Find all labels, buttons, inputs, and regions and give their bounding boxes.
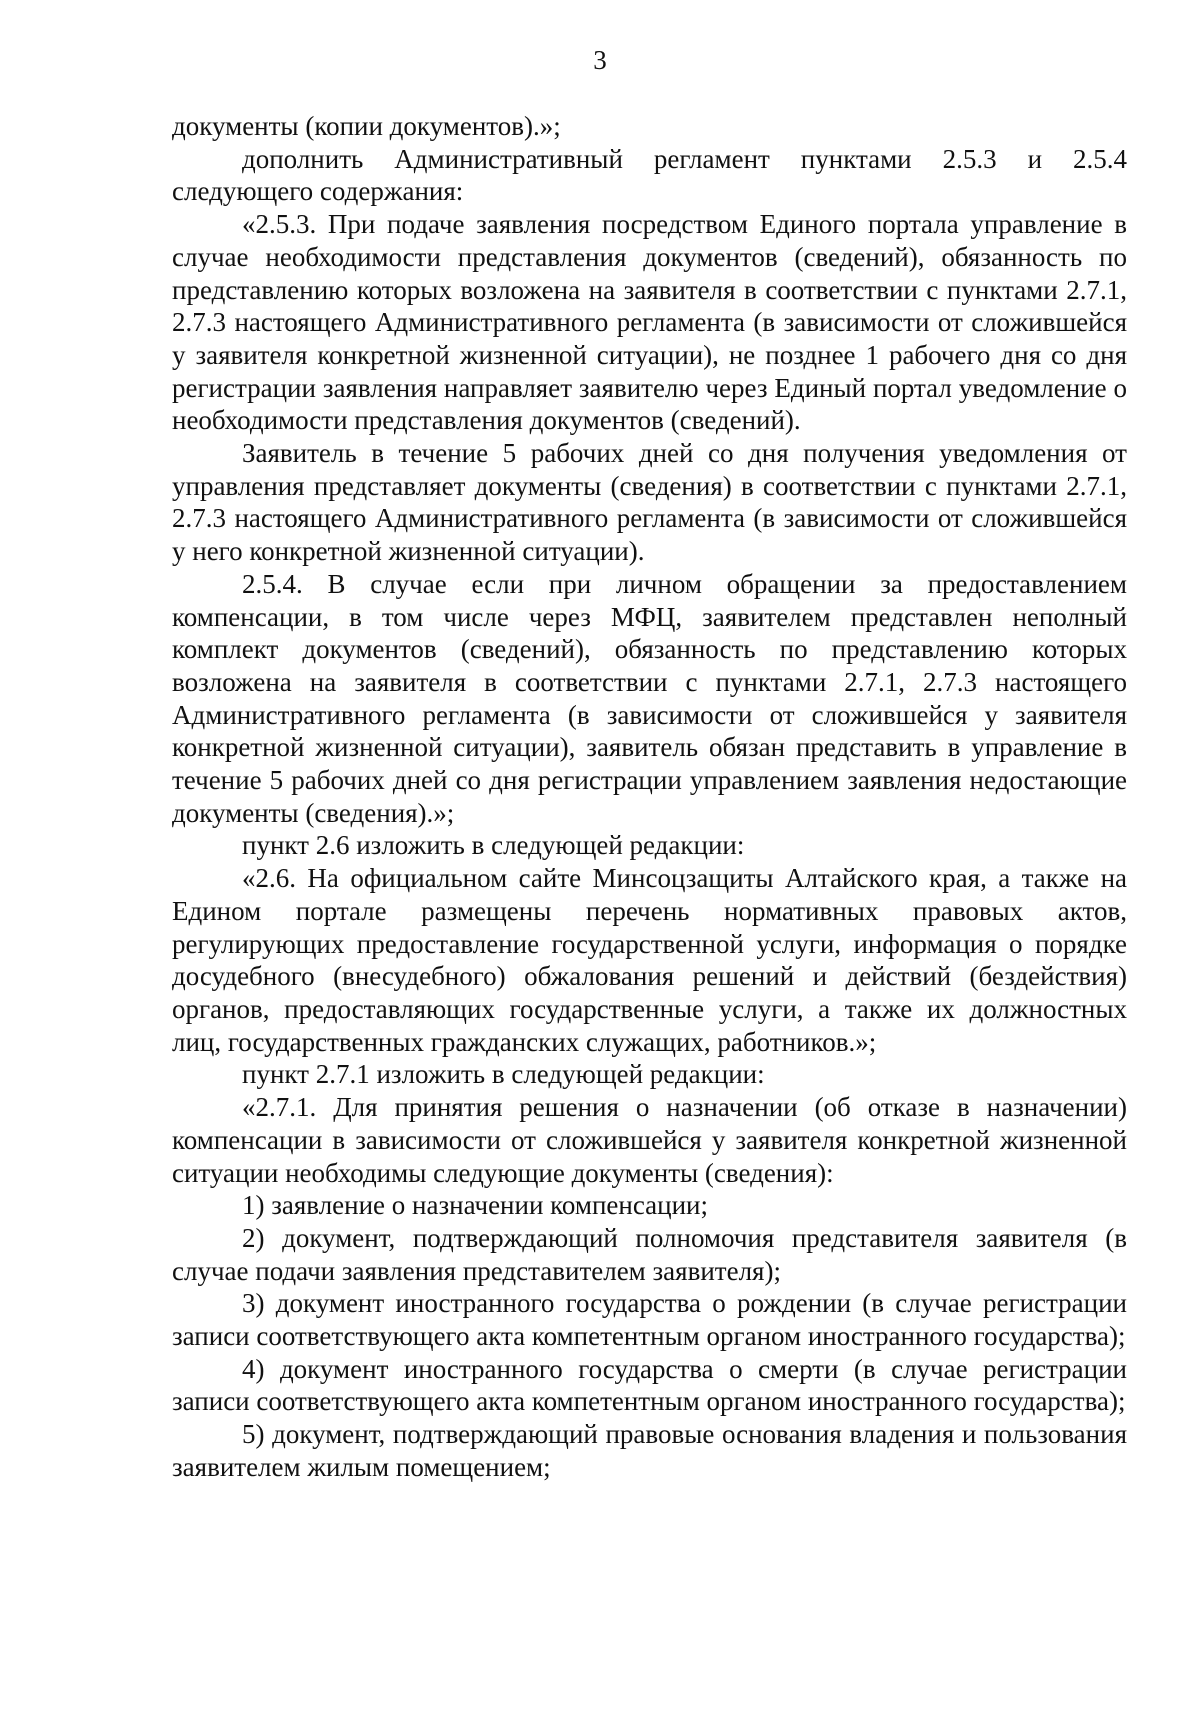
page-number: 3 [593, 45, 607, 75]
paragraph: пункт 2.7.1 изложить в следующей редакции: [242, 1059, 765, 1090]
paragraph: Заявитель в течение 5 рабочих дней со дня получения уведомления от управления представляет документы (сведения) в соответствии с пунктами 2.7.1, 2.7.3 настоящего Административного регламента (в зависимости от сложившейся у него конкретной жизненной ситуации). [172, 438, 1127, 567]
paragraph: пункт 2.6 изложить в следующей редакции: [242, 830, 745, 861]
list-item: 1) заявление о назначении компенсации; [242, 1190, 709, 1221]
paragraph: 2.5.4. В случае если при личном обращении за предоставлением компенсации, в том числе через МФЦ, заявителем представлен неполный комплект документов (сведений), обязанность по представлению которых возложена на заявителя в соответствии с пунктами 2.7.1, 2.7.3 настоящего Административного регламента (в зависимости от сложившейся у заявителя конкретной жизненной ситуации), заявитель обязан представить в управление в течение 5 рабочих дней со дня регистрации управлением заявления недостающие документы (сведения).»; [172, 568, 1127, 828]
list-item: 2) документ, подтверждающий полномочия представителя заявителя (в случае подачи заявления представителем заявителя); [172, 1222, 1127, 1286]
paragraph: «2.7.1. Для принятия решения о назначении (об отказе в назначении) компенсации в зависимости от сложившейся у заявителя конкретной жизненной ситуации необходимы следующие документы (сведения): [172, 1092, 1127, 1188]
list-item: 3) документ иностранного государства о рождении (в случае регистрации записи соответствующего акта компетентным органом иностранного государства); [172, 1288, 1127, 1352]
paragraph: дополнить Административный регламент пунктами 2.5.3 и 2.5.4 следующего содержания: [172, 143, 1127, 207]
paragraph: документы (копии документов).»; [172, 111, 561, 141]
paragraph: «2.5.3. При подаче заявления посредством Единого портала управление в случае необходимости представления документов (сведений), обязанность по представлению которых возложена на заявителя в соответствии с пунктами 2.7.1, 2.7.3 настоящего Административного регламента (в зависимости от сложившейся у заявителя конкретной жизненной ситуации), не позднее 1 рабочего дня со дня регистрации заявления направляет заявителю через Единый портал уведомление о необходимости представления документов (сведений). [172, 209, 1127, 436]
list-item: 5) документ, подтверждающий правовые основания владения и пользования заявителем жилым помещением; [172, 1419, 1127, 1482]
list-item: 4) документ иностранного государства о смерти (в случае регистрации записи соответствующего акта компетентным органом иностранного государства); [172, 1353, 1127, 1417]
document-body [172, 110, 1127, 1484]
paragraph: «2.6. На официальном сайте Минсоцзащиты Алтайского края, а также на Едином портале размещены перечень нормативных правовых актов, регулирующих предоставление государственной услуги, информация о порядке досудебного (внесудебного) обжалования решений и действий (бездействия) органов, предоставляющих государственные услуги, а также их должностных лиц, государственных гражданских служащих, работников.»; [172, 863, 1127, 1057]
